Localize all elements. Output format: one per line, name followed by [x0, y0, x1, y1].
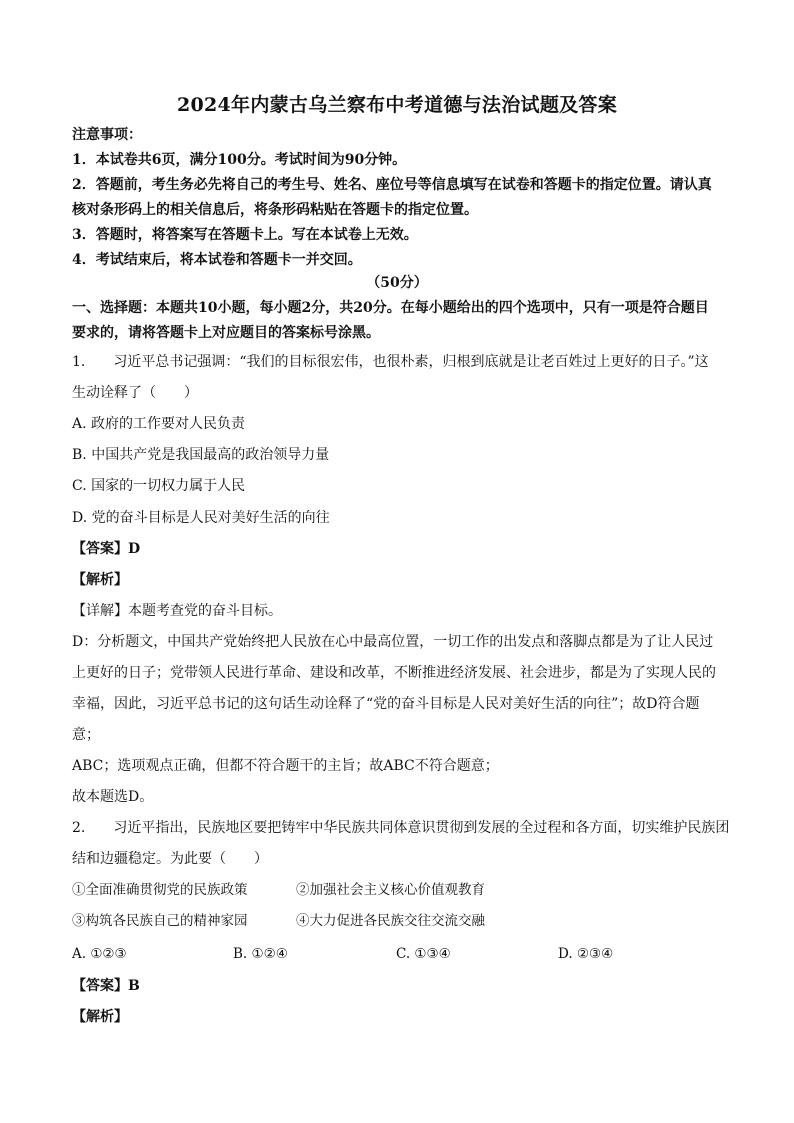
question-1-explanation: ABC；选项观点正确，但都不符合题干的主旨；故ABC不符合题意；	[72, 758, 499, 774]
question-2-item-3: ③构筑各民族自己的精神家园	[72, 913, 248, 929]
question-2-item-4: ④大力促进各民族交往交流交融	[296, 913, 485, 929]
score-label: （50分）	[366, 275, 428, 291]
notice-item: 2．答题前，考生务必先将自己的考生号、姓名、座位号等信息填写在试卷和答题卡的指定位置。请认真	[72, 177, 712, 193]
question-1-answer: 【答案】D	[72, 541, 141, 557]
question-2-answer: 【答案】B	[72, 978, 140, 994]
question-1-explanation: 故本题选D。	[72, 789, 154, 805]
question-1-stem: 1. 习近平总书记强调：“我们的目标很宏伟，也很朴素，归根到底就是让老百姓过上更好的日子。”这	[72, 354, 709, 370]
notice-item: 4．考试结束后，将本试卷和答题卡一并交回。	[72, 252, 362, 268]
question-1-option-b: B. 中国共产党是我国最高的政治领导力量	[72, 447, 330, 463]
question-1-stem-cont: 生动诠释了（ ）	[72, 385, 198, 401]
question-2-choice-d: D. ②③④	[558, 946, 614, 962]
question-1-option-a: A. 政府的工作要对人民负责	[72, 416, 246, 432]
notice-item: 3．答题时，将答案写在答题卡上。写在本试卷上无效。	[72, 227, 418, 243]
question-2-choice-a: A. ①②③	[72, 946, 127, 962]
section-heading-cont: 要求的，请将答题卡上对应题目的答案标号涂黑。	[72, 325, 380, 341]
question-1-explanation: 幸福，因此，习近平总书记的这句话生动诠释了“党的奋斗目标是人民对美好生活的向往”；故D符合题	[72, 696, 700, 712]
notice-item: 1．本试卷共6页，满分100分。考试时间为90分钟。	[72, 152, 407, 168]
question-1-explanation: D：分析题文，中国共产党始终把人民放在心中最高位置，一切工作的出发点和落脚点都是为了让人民过	[72, 634, 714, 650]
page-title: 2024年内蒙古乌兰察布中考道德与法治试题及答案	[176, 94, 618, 116]
question-2-stem-cont: 结和边疆稳定。为此要（ ）	[72, 851, 268, 867]
section-heading: 一、选择题：本题共10小题，每小题2分，共20分。在每小题给出的四个选项中，只有一项是符合题目	[72, 300, 709, 316]
question-2-choice-c: C. ①③④	[396, 946, 451, 962]
notice-item: 核对条形码上的相关信息后，将条形码粘贴在答题卡的指定位置。	[72, 202, 478, 218]
question-2-item-2: ②加强社会主义核心价值观教育	[296, 882, 485, 898]
question-2-stem: 2. 习近平指出，民族地区要把铸牢中华民族共同体意识贯彻到发展的全过程和各方面，切实维护民族团	[72, 820, 730, 836]
question-1-explanation: 意；	[72, 727, 100, 743]
question-2-analysis-label: 【解析】	[72, 1009, 128, 1025]
question-1-option-c: C. 国家的一切权力属于人民	[72, 478, 246, 494]
question-1-analysis-label: 【解析】	[72, 572, 128, 588]
question-2-choice-b: B. ①②④	[233, 946, 288, 962]
question-1-option-d: D. 党的奋斗目标是人民对美好生活的向往	[72, 510, 330, 526]
question-2-item-1: ①全面准确贯彻党的民族政策	[72, 882, 248, 898]
question-1-explanation: 上更好的日子；党带领人民进行革命、建设和改革，不断推进经济发展、社会进步，都是为了实现人民的	[72, 665, 716, 681]
question-1-detail: 【详解】本题考查党的奋斗目标。	[72, 603, 282, 619]
notice-heading: 注意事项：	[72, 127, 142, 143]
